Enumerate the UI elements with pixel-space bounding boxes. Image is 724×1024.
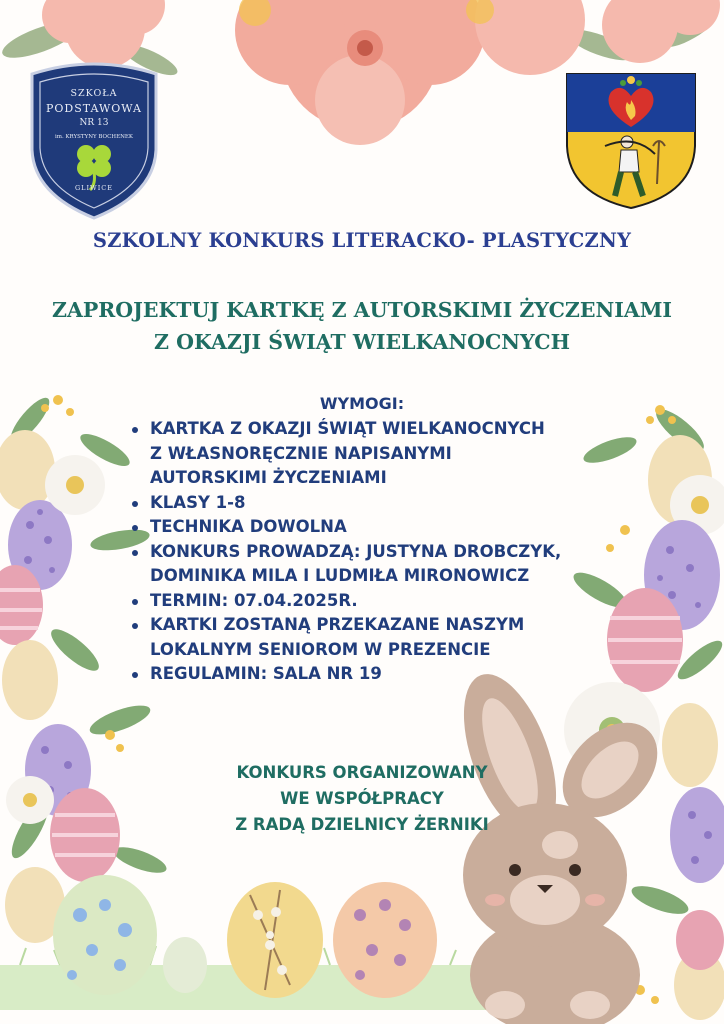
requirements-heading: WYMOGI:: [319, 394, 405, 413]
requirement-line: KARTKA Z OKAZJI ŚWIĄT WIELKANOCNYCH: [150, 419, 545, 438]
contest-subtitle: SZKOLNY KONKURS LITERACKO- PLASTYCZNY: [92, 229, 632, 252]
requirement-line: REGULAMIN: SALA NR 19: [150, 664, 382, 683]
requirement-line: KARTKI ZOSTANĄ PRZEKAZANE NASZYM: [150, 615, 525, 634]
requirement-line: TERMIN: 07.04.2025R.: [150, 590, 358, 610]
school-logo-line4: im. KRYSTYNY BOCHENEK: [54, 134, 134, 140]
organizer-line3: Z RADĄ DZIELNICY ŻERNIKI: [235, 815, 489, 834]
organizer-line1: KONKURS ORGANIZOWANY: [236, 763, 488, 782]
requirement-item-card: [130, 417, 590, 491]
requirement-item-organizers: [130, 540, 590, 589]
requirement-line: Z WŁASNORĘCZNIE NAPISANYMI: [150, 443, 452, 463]
requirement-item-deadline: [130, 589, 590, 614]
organizer-line2: WE WSPÓŁPRACY: [280, 789, 444, 808]
requirement-item-classes: [130, 491, 590, 516]
school-logo-line2: PODSTAWOWA: [45, 102, 143, 115]
district-coat-of-arms: [565, 72, 697, 210]
requirement-item-rules: [130, 662, 590, 687]
requirement-item-technique: [130, 515, 590, 540]
requirement-line: AUTORSKIMI ŻYCZENIAMI: [150, 468, 387, 487]
requirement-line: DOMINIKA MILA I LUDMIŁA MIRONOWICZ: [150, 566, 530, 585]
requirement-line: LOKALNYM SENIOROM W PREZENCIE: [150, 639, 491, 659]
requirement-line: KLASY 1-8: [150, 492, 246, 512]
requirement-line: TECHNIKA DOWOLNA: [150, 517, 347, 536]
school-logo-line1: SZKOŁA: [70, 88, 118, 99]
requirement-item-seniors: [130, 613, 590, 662]
contest-title-line2: Z OKAZJI ŚWIĄT WIELKANOCNYCH: [154, 330, 570, 354]
contest-title-line1: ZAPROJEKTUJ KARTKĘ Z AUTORSKIMI ŻYCZENIAMI: [51, 298, 672, 322]
school-logo-line5: GLIWICE: [74, 184, 114, 192]
organizer-note: [0, 760, 724, 838]
school-logo-line3: NR 13: [79, 118, 109, 128]
requirement-line: KONKURS PROWADZĄ: JUSTYNA DROBCZYK,: [150, 541, 562, 561]
school-logo-shield: [26, 62, 162, 220]
requirements-list: [130, 417, 590, 687]
contest-title: [0, 294, 724, 358]
